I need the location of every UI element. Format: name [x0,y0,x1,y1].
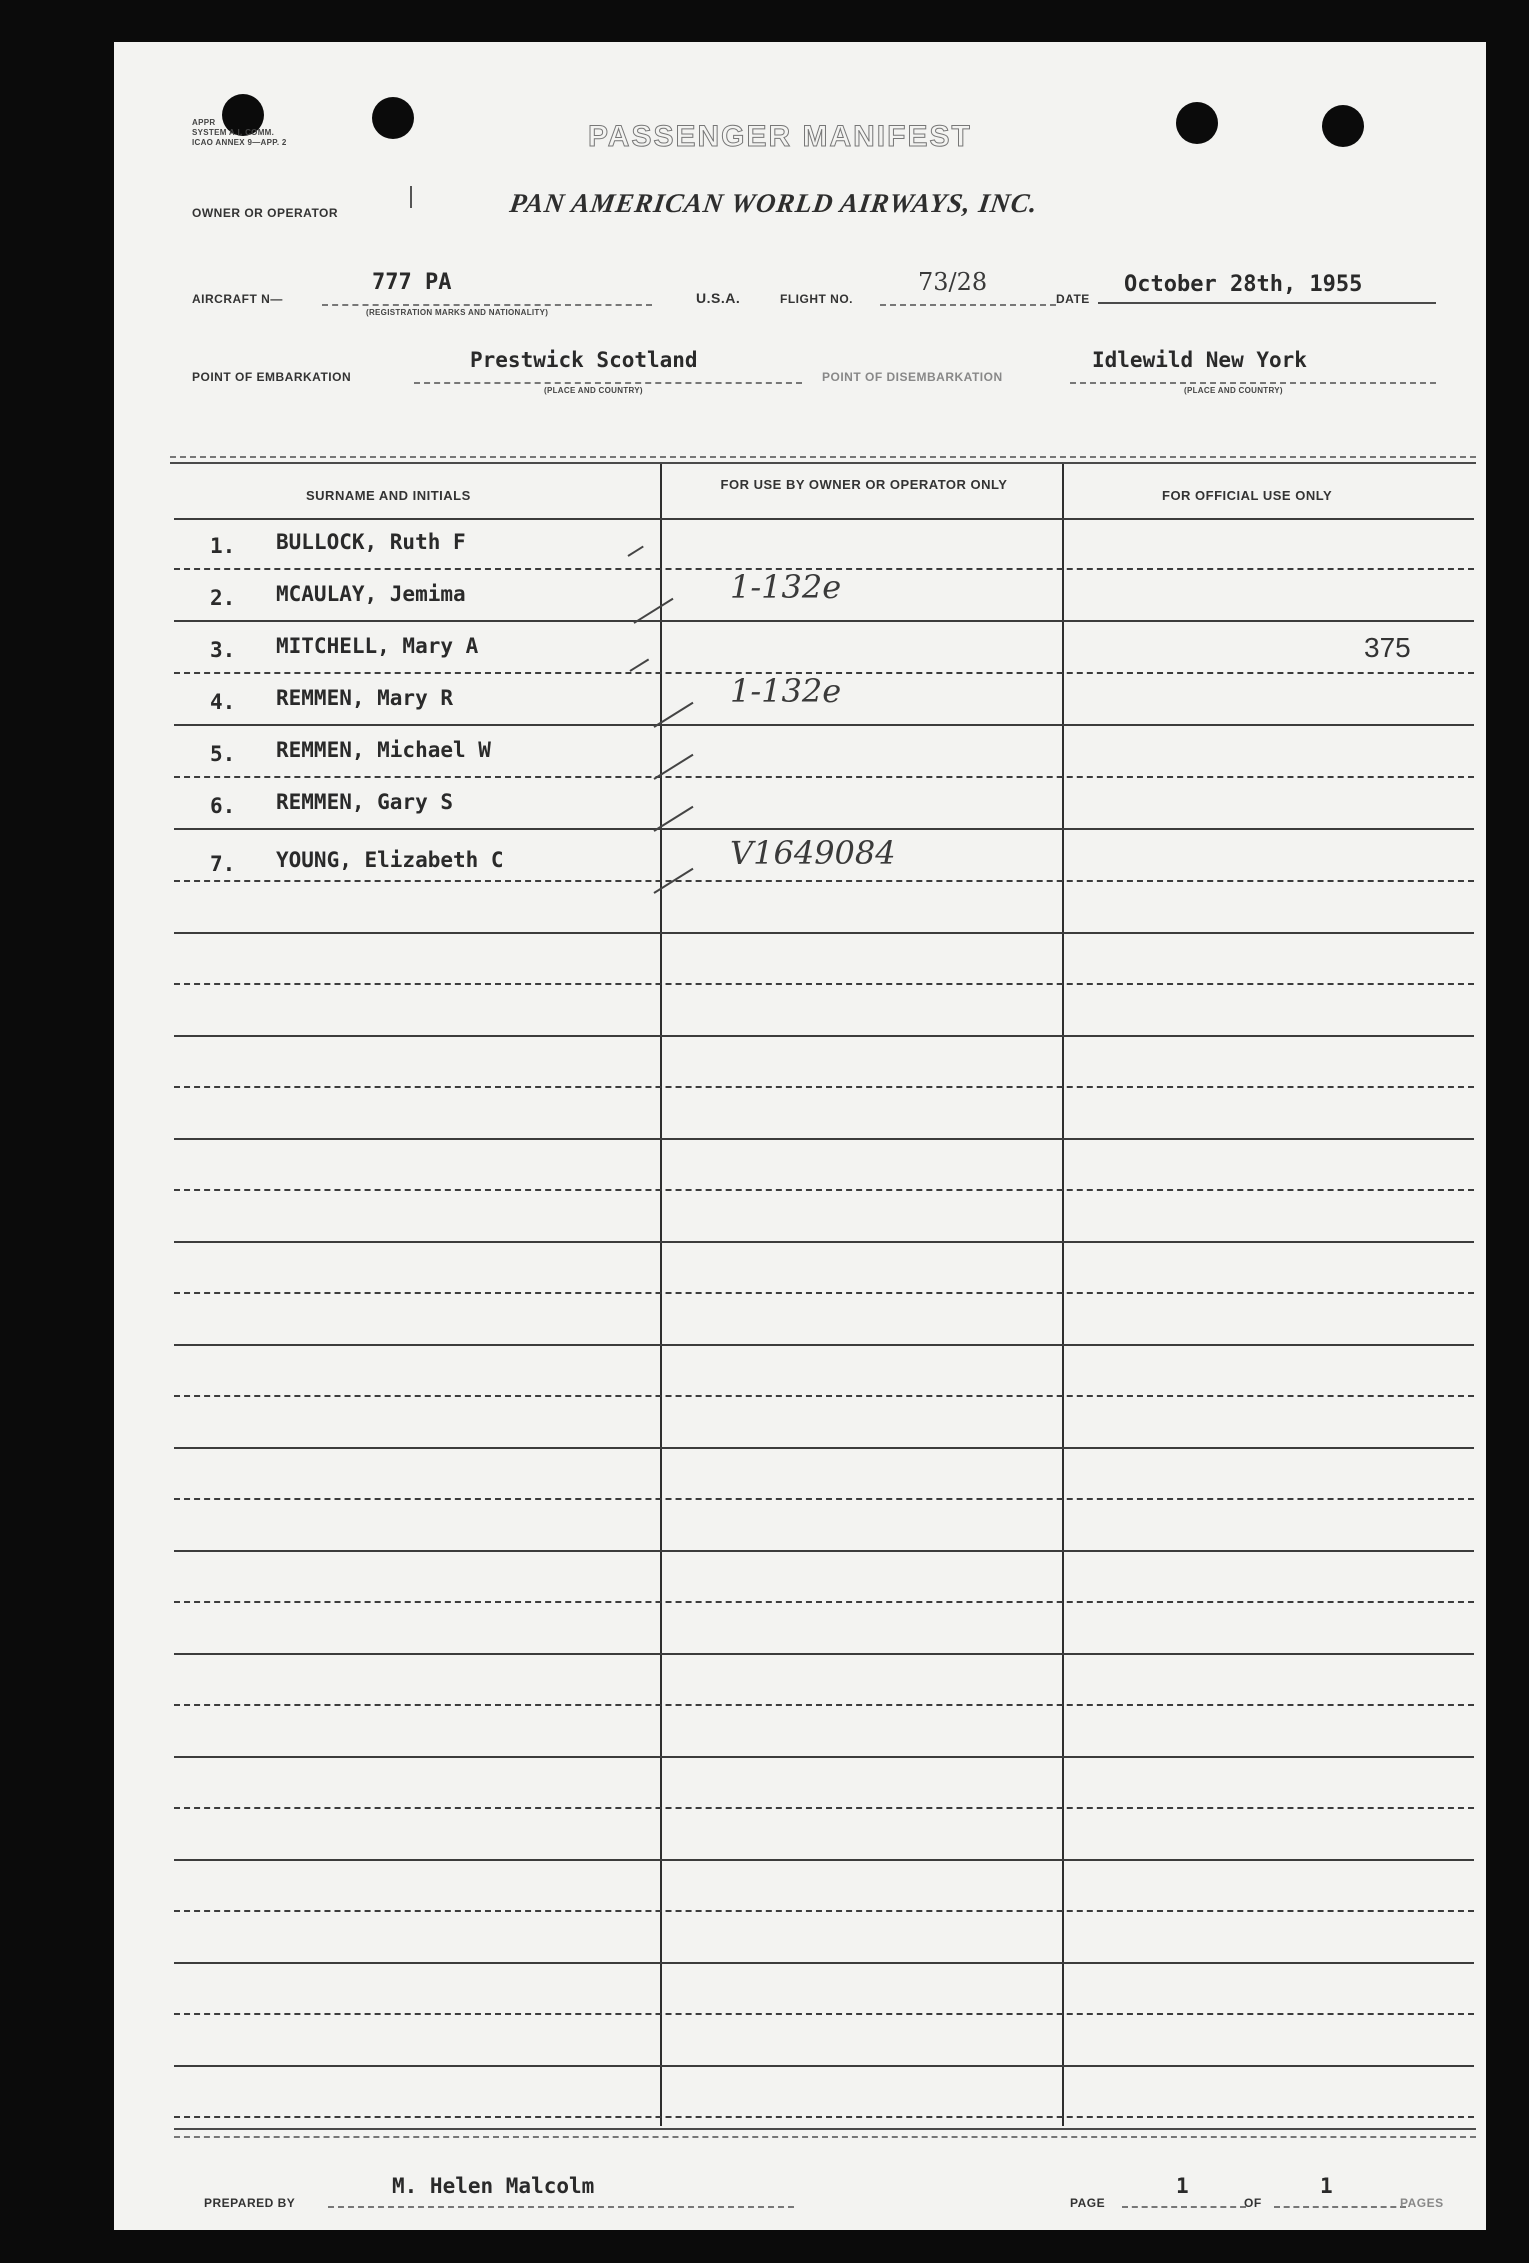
passenger-number: 7. [210,852,236,876]
check-mark [629,658,649,671]
punch-hole [1176,102,1218,144]
of-label: OF [1244,2196,1262,2210]
ruled-line [174,1395,1474,1397]
ruled-line [174,620,1474,622]
aircraft-label: AIRCRAFT N— [192,292,283,306]
flight-line [880,304,1056,306]
page-label: PAGE [1070,2196,1106,2210]
passenger-name: YOUNG, Elizabeth C [276,848,504,872]
ruled-line [174,1189,1474,1191]
column-header-owner-use: FOR USE BY OWNER OR OPERATOR ONLY [720,477,1008,492]
approval-line-2: SYSTEM A.I. COMM. [192,128,275,137]
ruled-line [174,1292,1474,1294]
disembarkation-line [1070,382,1436,384]
ruled-line [174,1035,1474,1037]
page-value: 1 [1176,2174,1189,2198]
column-divider-2 [1062,464,1064,2126]
passenger-number: 6. [210,794,236,818]
operator-note: V1649084 [730,834,896,872]
operator-note: 1-132e [730,568,842,606]
ruled-line [174,1756,1474,1758]
owner-divider [410,186,412,208]
ruled-line [174,1447,1474,1449]
check-mark [627,546,643,557]
table-top-rule-2 [170,462,1476,464]
ruled-line [174,1601,1474,1603]
aircraft-value: 777 PA [372,270,452,295]
aircraft-sublabel: (REGISTRATION MARKS AND NATIONALITY) [366,308,549,317]
of-value: 1 [1320,2174,1333,2198]
ruled-line [174,724,1474,726]
page-line [1122,2206,1246,2208]
passenger-name: REMMEN, Gary S [276,790,454,814]
passenger-name: BULLOCK, Ruth F [276,530,466,554]
date-line [1098,302,1436,304]
passenger-number: 1. [210,534,236,558]
owner-label: OWNER OR OPERATOR [192,206,339,220]
ruled-line [174,1550,1474,1552]
ruled-line [174,1704,1474,1706]
prepared-line [328,2206,794,2208]
approval-line-1: APPR [192,118,216,127]
passenger-name: MCAULAY, Jemima [276,582,466,606]
form-title: PASSENGER MANIFEST [588,120,972,153]
embarkation-sublabel: (PLACE AND COUNTRY) [544,386,643,395]
ruled-line [174,2116,1474,2118]
ruled-line [174,983,1474,985]
column-header-official-use: FOR OFFICIAL USE ONLY [1162,488,1333,503]
ruled-line [174,880,1474,882]
country-label: U.S.A. [696,290,741,306]
passenger-number: 3. [210,638,236,662]
table-top-rule [170,456,1476,458]
passenger-name: REMMEN, Mary R [276,686,454,710]
operator-note: 1-132e [730,672,842,710]
flight-value: 73/28 [918,268,988,296]
of-line [1274,2206,1406,2208]
ruled-line [174,1086,1474,1088]
manifest-sheet [114,42,1486,2230]
embarkation-line [414,382,802,384]
ruled-line [174,1498,1474,1500]
ruled-line [174,932,1474,934]
ruled-line [174,776,1474,778]
passenger-number: 5. [210,742,236,766]
ruled-line [174,1807,1474,1809]
ruled-line [174,1859,1474,1861]
ruled-line [174,2013,1474,2015]
aircraft-line [322,304,652,306]
embarkation-label: POINT OF EMBARKATION [192,370,352,384]
footer-rule [174,2128,1476,2130]
passenger-number: 4. [210,690,236,714]
pages-label: PAGES [1400,2196,1444,2210]
passenger-name: MITCHELL, Mary A [276,634,479,658]
ruled-line [174,828,1474,830]
ruled-line [174,1962,1474,1964]
footer-rule-2 [174,2136,1476,2138]
date-value: October 28th, 1955 [1124,272,1363,297]
ruled-line [174,518,1474,520]
passenger-number: 2. [210,586,236,610]
disembarkation-value: Idlewild New York [1092,348,1307,372]
column-header-surname: SURNAME AND INITIALS [306,488,471,503]
disembarkation-label: POINT OF DISEMBARKATION [822,370,1003,384]
prepared-value: M. Helen Malcolm [392,2174,595,2198]
ruled-line [174,1910,1474,1912]
column-divider-1 [660,464,662,2126]
disembarkation-sublabel: (PLACE AND COUNTRY) [1184,386,1283,395]
official-note: 375 [1364,632,1411,663]
ruled-line [174,2065,1474,2067]
punch-hole [372,97,414,139]
owner-value: PAN AMERICAN WORLD AIRWAYS, INC. [507,188,1040,218]
punch-hole [1322,105,1364,147]
flight-label: FLIGHT NO. [780,292,853,306]
passenger-name: REMMEN, Michael W [276,738,491,762]
prepared-label: PREPARED BY [204,2196,296,2210]
ruled-line [174,1138,1474,1140]
ruled-line [174,1241,1474,1243]
date-label: DATE [1056,292,1090,306]
ruled-line [174,1653,1474,1655]
ruled-line [174,1344,1474,1346]
embarkation-value: Prestwick Scotland [470,348,698,372]
approval-line-3: ICAO ANNEX 9—APP. 2 [192,138,287,147]
